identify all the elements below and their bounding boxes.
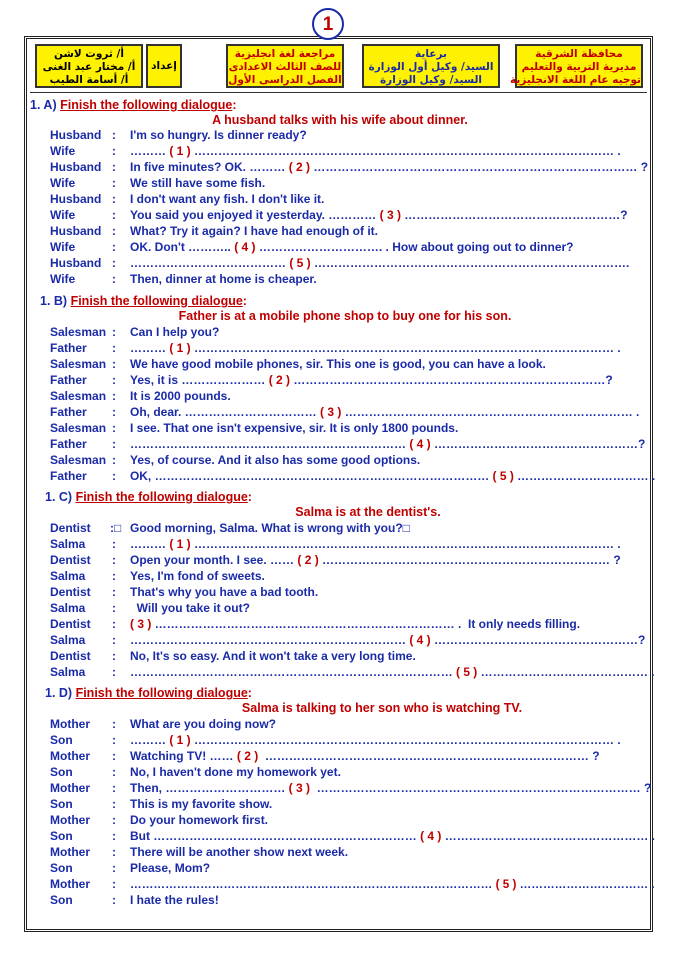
speaker-colon: : — [112, 373, 116, 387]
dialogue-text — [130, 469, 655, 483]
dialogue-line — [50, 437, 646, 453]
speaker-colon: : — [112, 665, 116, 679]
speaker-colon: : — [112, 617, 116, 631]
section-heading — [45, 490, 252, 504]
dialogue-text — [130, 781, 651, 795]
blank-number-label: ( 4 ) — [420, 829, 442, 843]
author-name: أ/ ثروت لاشن — [54, 48, 124, 60]
dialogue-text — [130, 585, 318, 599]
speaker-colon: : — [112, 421, 116, 435]
speaker-name: Mother — [50, 845, 90, 859]
speaker-name: Dentist — [50, 585, 91, 599]
dialogue-text-part: ……………………………………………………………………… ? — [258, 749, 600, 763]
dialogue-text-part: Yes, of course. And it also has some good options. — [130, 453, 421, 467]
dialogue-text — [130, 160, 648, 174]
dialogue-text-part: What? Try it again? I have had enough of it. — [130, 224, 379, 238]
speaker-name: Husband — [50, 160, 102, 174]
dialogue-text-part: ……………………………………………………………………? — [290, 373, 613, 387]
dialogue-line — [50, 373, 620, 389]
blank-number-label: ( 5 ) — [456, 665, 478, 679]
dialogue-text — [130, 521, 410, 535]
speaker-colon: : — [112, 813, 116, 827]
dialogue-line — [50, 893, 620, 909]
speaker-name: Mother — [50, 749, 90, 763]
speaker-colon: : — [112, 749, 116, 763]
speaker-colon: : — [112, 272, 116, 286]
speaker-colon: : — [112, 877, 116, 891]
dialogue-line — [50, 829, 655, 845]
section-number: 1. D) — [45, 686, 73, 700]
dialogue-text-part: Do your homework first. — [130, 813, 269, 827]
header-org-box — [510, 44, 643, 88]
dialogue-text-part: Open your month. I see. …… — [130, 553, 298, 567]
section-title-colon: : — [232, 98, 237, 112]
dialogue-situation: A husband talks with his wife about dinner. — [212, 113, 468, 127]
speaker-colon: : — [112, 733, 116, 747]
blank-number-label: ( 2 ) — [268, 373, 291, 387]
header-org-line: توجيه عام اللغة الانجليزية — [510, 74, 641, 86]
header-org-line: مديرية التربية والتعليم — [521, 61, 637, 73]
dialogue-text-part: You said you enjoyed it yesterday. ………… — [130, 208, 380, 222]
dialogue-text-part: ……………………………………………………………… . — [341, 405, 640, 419]
dialogue-text-part: ……… — [130, 341, 170, 355]
dialogue-text — [130, 405, 639, 419]
dialogue-text-part: ……… — [130, 733, 170, 747]
dialogue-text-part: ……………………………………………………………………… ? — [310, 160, 649, 174]
dialogue-line — [50, 749, 620, 765]
dialogue-text-part: Can I help you? — [130, 325, 220, 339]
speaker-colon: : — [112, 144, 116, 158]
dialogue-line — [50, 389, 620, 405]
header-prepared-box — [146, 44, 182, 88]
dialogue-text-part: …………………………………………………………………………………………… . — [190, 144, 621, 158]
speaker-colon: : — [112, 781, 116, 795]
dialogue-line — [50, 453, 620, 469]
dialogue-line — [50, 128, 620, 144]
dialogue-line — [50, 861, 620, 877]
dialogue-line — [50, 649, 620, 665]
speaker-name: Salma — [50, 537, 86, 551]
dialogue-text — [130, 373, 613, 387]
speaker-colon: : — [112, 160, 116, 174]
dialogue-text-part: ……………………………………………? — [430, 437, 646, 451]
dialogue-line — [50, 877, 655, 893]
speaker-name: Salesman — [50, 325, 107, 339]
section-title-colon: : — [247, 686, 252, 700]
header-title-box — [226, 44, 344, 88]
dialogue-text — [130, 649, 416, 663]
dialogue-line — [50, 224, 620, 240]
dialogue-text — [130, 341, 621, 355]
dialogue-text — [130, 537, 621, 551]
speaker-colon: : — [112, 192, 116, 206]
dialogue-text — [130, 617, 580, 631]
dialogue-line — [50, 272, 620, 288]
dialogue-text-part: ………………………………………………………………………………… — [130, 877, 496, 891]
dialogue-text — [130, 325, 219, 339]
dialogue-situation: Salma is at the dentist's. — [295, 505, 441, 519]
speaker-colon: : — [112, 717, 116, 731]
speaker-colon: : — [112, 437, 116, 451]
dialogue-line — [50, 617, 620, 633]
speaker-name: Father — [50, 437, 87, 451]
blank-number-label: ( 1 ) — [169, 537, 191, 551]
speaker-name: Mother — [50, 781, 90, 795]
section-number: 1. A) — [30, 98, 57, 112]
section-heading — [30, 98, 237, 112]
dialogue-text — [130, 453, 420, 467]
blank-number-label: ( 4 ) — [409, 437, 431, 451]
blank-number-label: ( 3 ) — [130, 617, 152, 631]
dialogue-text-part: I see. That one isn't expensive, sir. It is only 1800 pounds. — [130, 421, 459, 435]
speaker-name: Son — [50, 797, 73, 811]
section-title: Finish the following dialogue — [75, 490, 248, 504]
dialogue-text-part: Yes, I'm fond of sweets. — [130, 569, 265, 583]
dialogue-line — [50, 537, 620, 553]
dialogue-text-part: Oh, dear. …………………………… — [130, 405, 321, 419]
dialogue-text-part: Will you take it out? — [130, 601, 250, 615]
blank-number-label: ( 1 ) — [169, 733, 191, 747]
header-sponsor-line: السيد/ وكيل الوزارة — [379, 74, 483, 86]
speaker-name: Son — [50, 861, 73, 875]
header-title-line: الفصل الدراسى الأول — [228, 74, 342, 86]
dialogue-line — [50, 797, 620, 813]
dialogue-text — [130, 437, 645, 451]
dialogue-text-part: What are you doing now? — [130, 717, 276, 731]
dialogue-line — [50, 813, 620, 829]
dialogue-text-part: …………………………………………………………… — [130, 437, 410, 451]
dialogue-text-part: ……… — [130, 144, 170, 158]
dialogue-line — [50, 176, 620, 192]
blank-number-label: ( 5 ) — [495, 877, 517, 891]
dialogue-text-part: …………………………………… . — [477, 665, 655, 679]
dialogue-text — [130, 749, 600, 763]
dialogue-line — [50, 469, 656, 485]
speaker-colon: :□ — [110, 521, 122, 535]
dialogue-text-part: …………………………… . — [513, 469, 656, 483]
dialogue-line — [50, 160, 649, 176]
dialogue-text-part: …………………………………………………………………………………………… . — [190, 537, 621, 551]
blank-number-label: ( 1 ) — [169, 144, 191, 158]
speaker-name: Salma — [50, 601, 86, 615]
dialogue-text-part: In five minutes? OK. ……… — [130, 160, 289, 174]
speaker-colon: : — [112, 405, 116, 419]
speaker-colon: : — [112, 569, 116, 583]
speaker-colon: : — [112, 893, 116, 907]
dialogue-line — [50, 256, 630, 272]
dialogue-text-part: There will be another show next week. — [130, 845, 349, 859]
speaker-name: Husband — [50, 128, 102, 142]
dialogue-text — [130, 861, 210, 875]
dialogue-text — [130, 765, 341, 779]
dialogue-line — [50, 569, 620, 585]
dialogue-text — [130, 272, 317, 286]
section-heading — [40, 294, 247, 308]
dialogue-text-part: ……………………………………………………………… ? — [318, 553, 621, 567]
dialogue-line — [50, 192, 620, 208]
dialogue-text-part: No, I haven't done my homework yet. — [130, 765, 341, 779]
dialogue-line — [50, 421, 620, 437]
blank-number-label: ( 3 ) — [288, 781, 311, 795]
dialogue-text — [130, 357, 546, 371]
dialogue-text-part: ……………………………………………………………………… — [130, 665, 457, 679]
speaker-name: Father — [50, 341, 87, 355]
speaker-colon: : — [112, 240, 116, 254]
blank-number-label: ( 3 ) — [379, 208, 401, 222]
dialogue-line — [50, 521, 620, 537]
speaker-name: Wife — [50, 208, 76, 222]
speaker-colon: : — [112, 325, 116, 339]
header-sponsor-box — [362, 44, 500, 88]
dialogue-text-part: ………………………………… — [130, 256, 290, 270]
dialogue-text-part: I hate the rules! — [130, 893, 219, 907]
speaker-colon: : — [112, 537, 116, 551]
speaker-name: Salma — [50, 665, 86, 679]
speaker-colon: : — [112, 553, 116, 567]
dialogue-text-part: But ………………………………………………………… — [130, 829, 421, 843]
header-org-line: محافظة الشرقية — [535, 48, 623, 60]
section-title-colon: : — [242, 294, 247, 308]
header-title-line: للصف الثالث الاعدادى — [228, 61, 342, 73]
dialogue-line — [50, 601, 620, 617]
speaker-colon: : — [112, 224, 116, 238]
speaker-name: Dentist — [50, 649, 91, 663]
speaker-colon: : — [112, 861, 116, 875]
dialogue-text — [130, 601, 250, 615]
speaker-colon: : — [112, 601, 116, 615]
dialogue-line — [50, 144, 620, 160]
dialogue-text-part: No, It's so easy. And it won't take a very long time. — [130, 649, 416, 663]
speaker-colon: : — [112, 633, 116, 647]
dialogue-line — [50, 325, 620, 341]
dialogue-text-part: OK. Don't ……….. — [130, 240, 235, 254]
speaker-name: Salesman — [50, 357, 107, 371]
dialogue-text — [130, 633, 645, 647]
dialogue-text-part: I'm so hungry. Is dinner ready? — [130, 128, 307, 142]
speaker-colon: : — [112, 649, 116, 663]
dialogue-text-part: …………………………………………………………………………………………… . — [190, 341, 621, 355]
dialogue-text — [130, 813, 268, 827]
speaker-name: Salesman — [50, 453, 107, 467]
blank-number-label: ( 2 ) — [236, 749, 259, 763]
speaker-name: Father — [50, 405, 87, 419]
speaker-colon: : — [112, 208, 116, 222]
speaker-name: Husband — [50, 256, 102, 270]
dialogue-text-part: We have good mobile phones, sir. This one is good, you can have a look. — [130, 357, 546, 371]
dialogue-text — [130, 829, 655, 843]
speaker-colon: : — [112, 128, 116, 142]
dialogue-text — [130, 240, 574, 254]
dialogue-line — [50, 717, 620, 733]
dialogue-text — [130, 845, 348, 859]
speaker-name: Salesman — [50, 421, 107, 435]
dialogue-text — [130, 224, 378, 238]
blank-number-label: ( 2 ) — [288, 160, 311, 174]
dialogue-text — [130, 569, 265, 583]
speaker-colon: : — [112, 341, 116, 355]
author-name: أ/ أسامة الطيب — [49, 74, 129, 86]
dialogue-text-part: Please, Mom? — [130, 861, 211, 875]
section-title: Finish the following dialogue — [60, 98, 233, 112]
dialogue-text-part: ……………………………………………………………………. — [310, 256, 630, 270]
dialogue-text-part: Then, ………………………… — [130, 781, 289, 795]
dialogue-line — [50, 585, 620, 601]
speaker-colon: : — [112, 389, 116, 403]
section-title: Finish the following dialogue — [70, 294, 243, 308]
section-title-colon: : — [247, 490, 252, 504]
dialogue-text-part: I don't want any fish. I don't like it. — [130, 192, 325, 206]
dialogue-text-part: This is my favorite show. — [130, 797, 273, 811]
dialogue-text-part: OK, ………………………………………………………………………… — [130, 469, 493, 483]
speaker-name: Son — [50, 829, 73, 843]
blank-number-label: ( 1 ) — [169, 341, 191, 355]
dialogue-text — [130, 389, 231, 403]
header-authors-box — [35, 44, 143, 88]
speaker-name: Dentist — [50, 521, 91, 535]
speaker-colon: : — [112, 453, 116, 467]
blank-number-label: ( 4 ) — [409, 633, 431, 647]
dialogue-line — [50, 208, 628, 224]
speaker-colon: : — [112, 829, 116, 843]
page-number-badge: 1 — [312, 8, 344, 40]
dialogue-text-part: …………………………. . How about going out to dinner? — [255, 240, 574, 254]
header-title-line: مراجعة لغة انجليزية — [234, 48, 336, 60]
speaker-colon: : — [112, 357, 116, 371]
speaker-colon: : — [112, 256, 116, 270]
dialogue-text — [130, 553, 621, 567]
blank-number-label: ( 5 ) — [289, 256, 311, 270]
dialogue-text — [130, 717, 276, 731]
dialogue-text-part: Good morning, Salma. What is wrong with you?□ — [130, 521, 410, 535]
dialogue-line — [50, 733, 620, 749]
speaker-name: Son — [50, 765, 73, 779]
dialogue-text-part: Then, dinner at home is cheaper. — [130, 272, 317, 286]
speaker-colon: : — [112, 845, 116, 859]
dialogue-text-part: ……………………………………………? — [430, 633, 646, 647]
blank-number-label: ( 3 ) — [320, 405, 342, 419]
dialogue-text-part: ………………………………………………? — [400, 208, 628, 222]
speaker-name: Wife — [50, 144, 76, 158]
prepared-by-label: إعداد — [151, 60, 177, 72]
speaker-name: Son — [50, 733, 73, 747]
speaker-colon: : — [112, 585, 116, 599]
section-number: 1. C) — [45, 490, 73, 504]
dialogue-text-part: Watching TV! …… — [130, 749, 237, 763]
speaker-name: Mother — [50, 717, 90, 731]
dialogue-situation: Father is at a mobile phone shop to buy one for his son. — [178, 309, 512, 323]
dialogue-line — [50, 845, 620, 861]
dialogue-text-part: …………………………… . — [516, 877, 655, 891]
dialogue-text-part: ………………………………………………………………… . It only needs filling. — [151, 617, 581, 631]
blank-number-label: ( 4 ) — [234, 240, 256, 254]
section-title: Finish the following dialogue — [75, 686, 248, 700]
blank-number-label: ( 2 ) — [297, 553, 319, 567]
dialogue-text-part: That's why you have a bad tooth. — [130, 585, 319, 599]
dialogue-text-part: It is 2000 pounds. — [130, 389, 231, 403]
dialogue-text — [130, 665, 655, 679]
dialogue-text-part: We still have some fish. — [130, 176, 266, 190]
speaker-name: Mother — [50, 877, 90, 891]
dialogue-text — [130, 797, 272, 811]
dialogue-text — [130, 144, 621, 158]
speaker-name: Wife — [50, 240, 76, 254]
dialogue-line — [50, 665, 655, 681]
blank-number-label: ( 5 ) — [492, 469, 514, 483]
dialogue-text — [130, 256, 629, 270]
speaker-name: Husband — [50, 224, 102, 238]
dialogue-text-part: …………………………………………………………………………………………… . — [190, 733, 621, 747]
speaker-name: Salma — [50, 569, 86, 583]
dialogue-text — [130, 128, 307, 142]
dialogue-line — [50, 633, 646, 649]
dialogue-text-part: …………………………………………… . — [441, 829, 655, 843]
speaker-name: Father — [50, 469, 87, 483]
section-number: 1. B) — [40, 294, 68, 308]
dialogue-situation: Salma is talking to her son who is watching TV. — [241, 701, 523, 715]
dialogue-text — [130, 421, 458, 435]
header-divider — [30, 92, 647, 93]
dialogue-line — [50, 341, 620, 357]
speaker-name: Husband — [50, 192, 102, 206]
dialogue-text — [130, 877, 655, 891]
header-sponsor-line: برعاية — [415, 48, 447, 60]
speaker-colon: : — [112, 469, 116, 483]
dialogue-line — [50, 240, 620, 256]
dialogue-line — [50, 405, 640, 421]
speaker-colon: : — [112, 797, 116, 811]
dialogue-line — [50, 781, 652, 797]
dialogue-text — [130, 176, 265, 190]
speaker-name: Son — [50, 893, 73, 907]
speaker-name: Salesman — [50, 389, 107, 403]
speaker-colon: : — [112, 176, 116, 190]
speaker-name: Salma — [50, 633, 86, 647]
dialogue-text-part: …………………………………………………………… — [130, 633, 410, 647]
speaker-name: Dentist — [50, 617, 91, 631]
dialogue-line — [50, 765, 620, 781]
dialogue-text-part: ……………………………………………………………………… ? — [310, 781, 652, 795]
dialogue-text-part: Yes, it is ………………… — [130, 373, 269, 387]
speaker-name: Wife — [50, 272, 76, 286]
header-sponsor-line: السيد/ وكيل أول الوزارة — [368, 61, 494, 73]
dialogue-line — [50, 357, 620, 373]
dialogue-text — [130, 733, 621, 747]
speaker-colon: : — [112, 765, 116, 779]
speaker-name: Wife — [50, 176, 76, 190]
dialogue-text — [130, 208, 628, 222]
speaker-name: Father — [50, 373, 87, 387]
dialogue-text — [130, 893, 219, 907]
author-name: أ/ مختار عبد الغنى — [42, 61, 136, 73]
speaker-name: Mother — [50, 813, 90, 827]
dialogue-text — [130, 192, 324, 206]
dialogue-text-part: ……… — [130, 537, 170, 551]
dialogue-line — [50, 553, 620, 569]
speaker-name: Dentist — [50, 553, 91, 567]
section-heading — [45, 686, 252, 700]
